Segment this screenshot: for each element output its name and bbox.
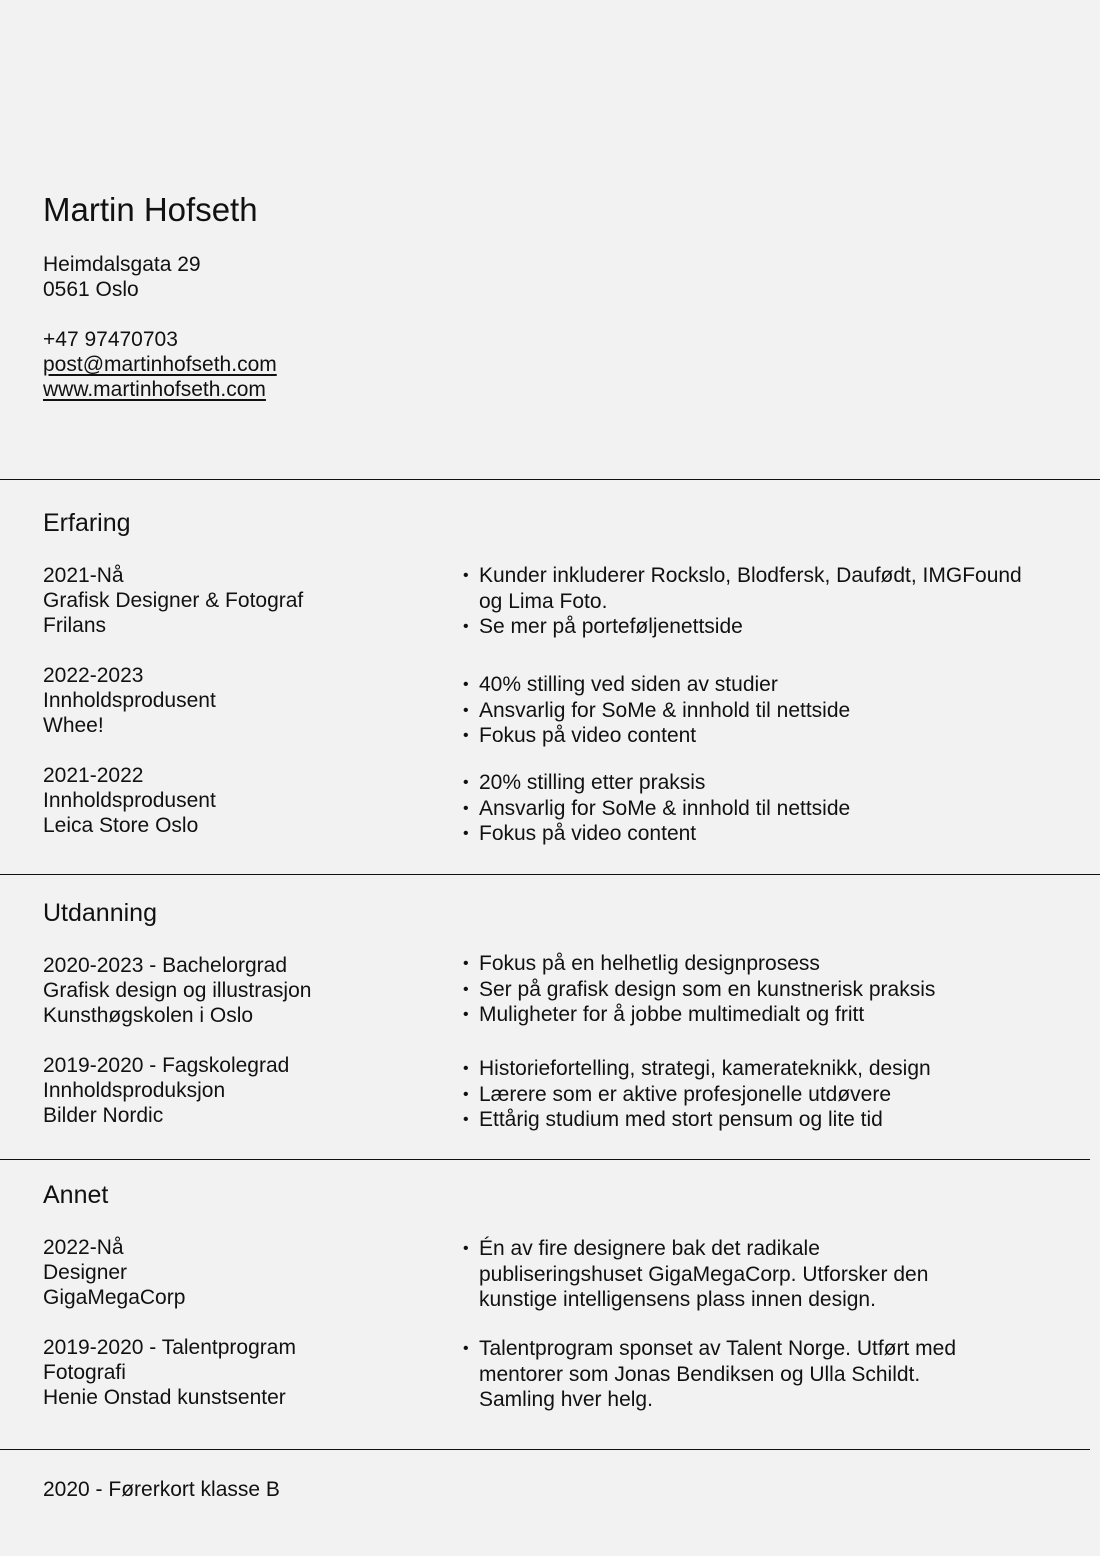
other-entry-bullets bbox=[463, 1236, 963, 1313]
bullet-item: • Talentprogram sponset av Talent Norge. Utført med mentorer som Jonas Bendiksen og Ulla Schildt. Samling hver helg. bbox=[463, 1336, 963, 1413]
bullet-item: • Fokus på video content bbox=[463, 723, 1023, 749]
footer-note: 2020 - Førerkort klasse B bbox=[43, 1478, 280, 1501]
entry-period: 2022-2023 bbox=[43, 664, 144, 687]
phone-number: +47 97470703 bbox=[43, 328, 178, 351]
other-entry-left bbox=[43, 1335, 296, 1410]
entry-period: 2021-Nå bbox=[43, 564, 124, 587]
bullet-item: • Ser på grafisk design som en kunstnerisk praksis bbox=[463, 977, 1023, 1003]
email-link[interactable]: post@martinhofseth.com bbox=[43, 353, 277, 376]
divider bbox=[0, 874, 1100, 875]
person-name: Martin Hofseth bbox=[43, 191, 258, 228]
address-block bbox=[43, 252, 201, 302]
entry-school: Bilder Nordic bbox=[43, 1104, 164, 1127]
bullet-item: • Ansvarlig for SoMe & innhold til nettside bbox=[463, 698, 1023, 724]
entry-role: Innholdsprodusent bbox=[43, 789, 216, 812]
website-link[interactable]: www.martinhofseth.com bbox=[43, 378, 266, 401]
education-entry-left bbox=[43, 1053, 289, 1128]
bullet-item: • Historiefortelling, strategi, kamerateknikk, design bbox=[463, 1056, 1023, 1082]
section-title-other: Annet bbox=[43, 1181, 109, 1209]
education-entry-bullets bbox=[463, 1056, 1023, 1133]
experience-entry-left bbox=[43, 663, 216, 738]
section-title-education: Utdanning bbox=[43, 899, 157, 927]
address-city: 0561 Oslo bbox=[43, 278, 139, 301]
contact-block bbox=[43, 327, 277, 402]
bullet-item: • Én av fire designere bak det radikale publiseringshuset GigaMegaCorp. Utforsker den kunstige intelligensens plass innen design. bbox=[463, 1236, 963, 1313]
bullet-item: • 20% stilling etter praksis bbox=[463, 770, 1023, 796]
entry-school: Kunsthøgskolen i Oslo bbox=[43, 1004, 254, 1027]
entry-organization: GigaMegaCorp bbox=[43, 1286, 186, 1309]
entry-program: Grafisk design og illustrasjon bbox=[43, 979, 312, 1002]
experience-entry-bullets bbox=[463, 672, 1023, 749]
entry-role: Grafisk Designer & Fotograf bbox=[43, 589, 304, 612]
experience-entry-left bbox=[43, 763, 216, 838]
education-entry-left bbox=[43, 953, 311, 1028]
bullet-item: • 40% stilling ved siden av studier bbox=[463, 672, 1023, 698]
experience-entry-left bbox=[43, 563, 303, 638]
divider bbox=[0, 1449, 1090, 1450]
divider bbox=[0, 1159, 1090, 1160]
entry-role: Innholdsprodusent bbox=[43, 689, 216, 712]
bullet-item: • Se mer på porteføljenettside bbox=[463, 614, 1023, 640]
bullet-item: • Ettårig studium med stort pensum og lite tid bbox=[463, 1107, 1023, 1133]
experience-entry-bullets bbox=[463, 770, 1023, 847]
entry-role: Designer bbox=[43, 1261, 128, 1284]
entry-period: 2019-2020 - Fagskolegrad bbox=[43, 1054, 290, 1077]
bullet-item: • Muligheter for å jobbe multimedialt og fritt bbox=[463, 1002, 1023, 1028]
entry-organization: Whee! bbox=[43, 714, 104, 737]
divider bbox=[0, 479, 1100, 480]
entry-organization: Leica Store Oslo bbox=[43, 814, 199, 837]
bullet-item: • Kunder inkluderer Rockslo, Blodfersk, Daufødt, IMGFound og Lima Foto. bbox=[463, 563, 1023, 614]
education-entry-bullets bbox=[463, 951, 1023, 1028]
address-street: Heimdalsgata 29 bbox=[43, 253, 201, 276]
bullet-item: • Ansvarlig for SoMe & innhold til nettside bbox=[463, 796, 1023, 822]
entry-organization: Frilans bbox=[43, 614, 107, 637]
entry-program: Fotografi bbox=[43, 1361, 126, 1384]
entry-program: Innholdsproduksjon bbox=[43, 1079, 226, 1102]
bullet-item: • Lærere som er aktive profesjonelle utdøvere bbox=[463, 1082, 1023, 1108]
entry-period: 2022-Nå bbox=[43, 1236, 124, 1259]
other-entry-left bbox=[43, 1235, 185, 1310]
entry-organization: Henie Onstad kunstsenter bbox=[43, 1386, 286, 1409]
section-title-experience: Erfaring bbox=[43, 509, 131, 537]
entry-period: 2019-2020 - Talentprogram bbox=[43, 1336, 296, 1359]
experience-entry-bullets bbox=[463, 563, 1023, 640]
bullet-item: • Fokus på video content bbox=[463, 821, 1023, 847]
bullet-item: • Fokus på en helhetlig designprosess bbox=[463, 951, 1023, 977]
entry-period: 2021-2022 bbox=[43, 764, 144, 787]
entry-period: 2020-2023 - Bachelorgrad bbox=[43, 954, 288, 977]
other-entry-bullets bbox=[463, 1336, 963, 1413]
